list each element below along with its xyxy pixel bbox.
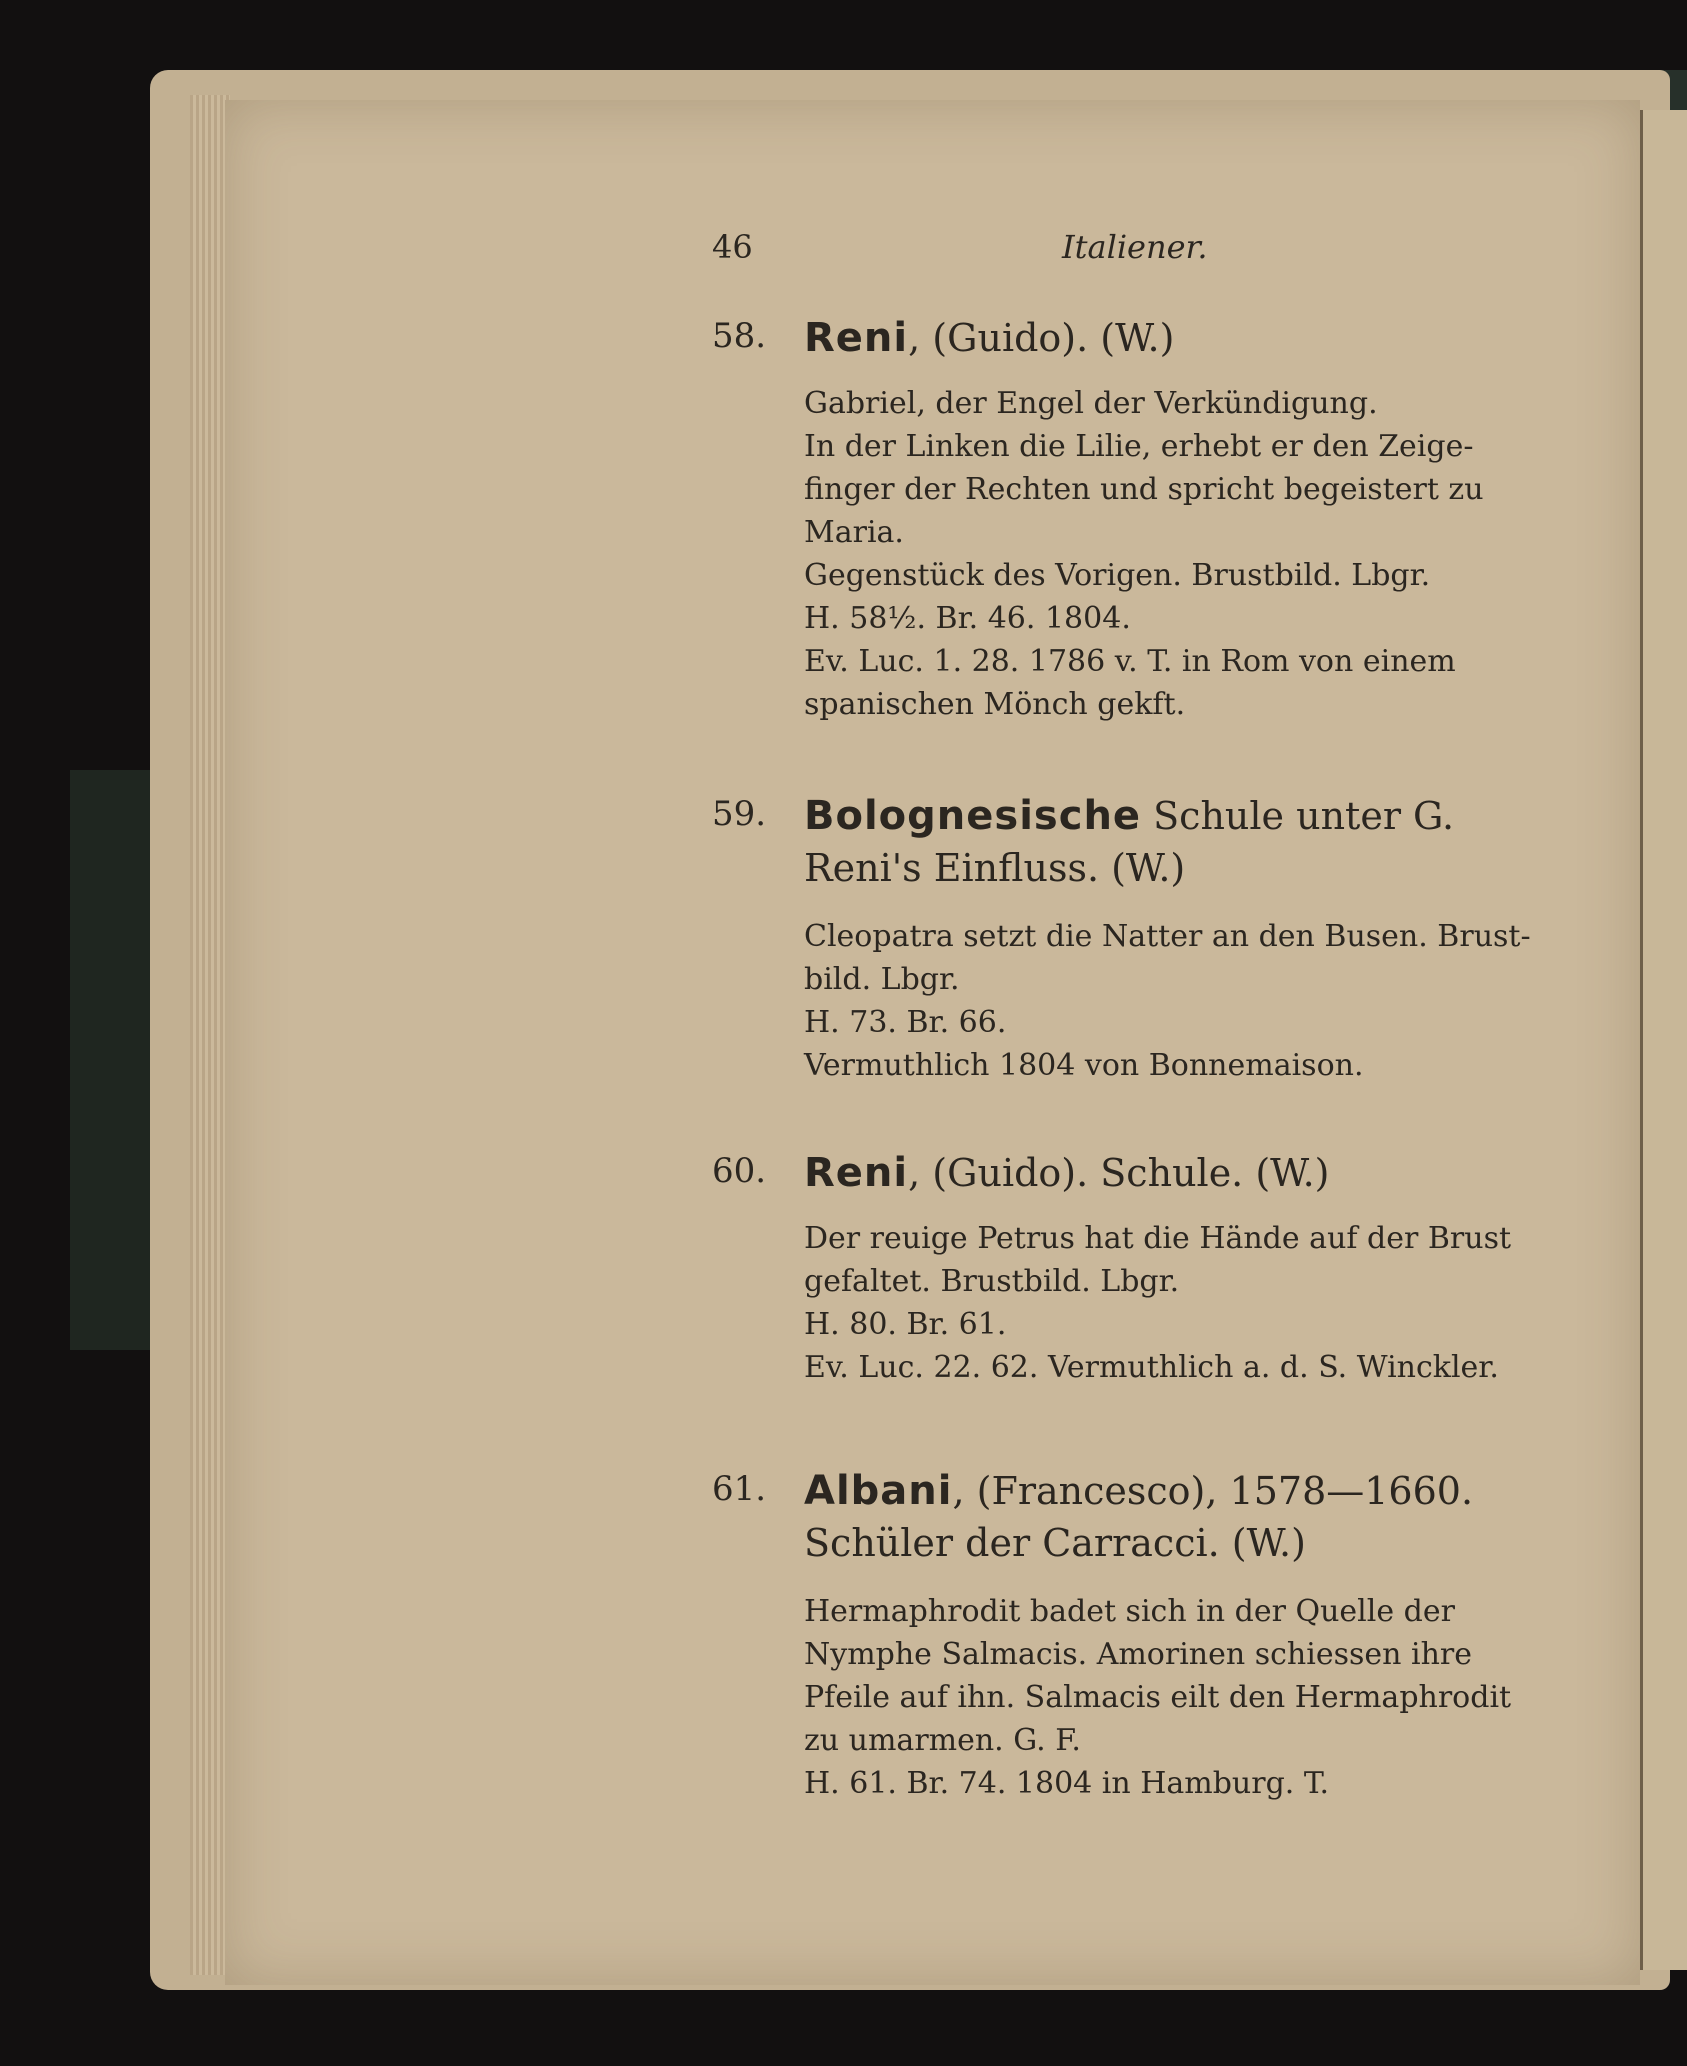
book-cover-edge: [70, 770, 150, 1350]
page-stack-edges: [190, 95, 230, 1975]
artist-name: Reni: [804, 1150, 909, 1196]
desc-line: Cleopatra setzt die Natter an den Busen. Brust-: [804, 919, 1531, 954]
entry-number: 61.: [712, 1469, 767, 1509]
heading-rest: , (Francesco), 1578—1660.: [952, 1469, 1474, 1513]
entry-description: [804, 1590, 1574, 1805]
artist-name: Albani: [804, 1468, 953, 1514]
heading-rest: , (Guido). (W.): [908, 316, 1175, 360]
desc-line: H. 58½. Br. 46. 1804.: [804, 601, 1131, 636]
entry-description: [804, 915, 1574, 1087]
desc-line: In der Linken die Lilie, erhebt er den Zeige-: [804, 429, 1474, 464]
desc-line: Pfeile auf ihn. Salmacis eilt den Hermaphrodit: [804, 1680, 1512, 1715]
entry-heading-line-2: Schüler der Carracci. (W.): [804, 1521, 1306, 1565]
desc-line: Ev. Luc. 1. 28. 1786 v. T. in Rom von einem: [804, 644, 1456, 679]
desc-line: Gabriel, der Engel der Verkündigung.: [804, 386, 1378, 421]
artist-name: Bolognesische: [804, 793, 1142, 839]
entry-number: 58.: [712, 316, 767, 356]
heading-rest: , (Guido). Schule. (W.): [908, 1151, 1330, 1195]
entry-heading-line-2: Reni's Einfluss. (W.): [804, 846, 1186, 890]
desc-line: Ev. Luc. 22. 62. Vermuthlich a. d. S. Winckler.: [804, 1350, 1499, 1385]
entry-heading: [804, 1147, 1564, 1199]
artist-name: Reni: [804, 315, 909, 361]
heading-rest: Schule unter G.: [1141, 794, 1455, 838]
facing-page: [1640, 110, 1687, 1970]
desc-line: Maria.: [804, 515, 904, 550]
desc-line: finger der Rechten und spricht begeistert zu: [804, 472, 1484, 507]
desc-line: Hermaphrodit badet sich in der Quelle der: [804, 1594, 1455, 1629]
desc-line: bild. Lbgr.: [804, 962, 960, 997]
desc-line: zu umarmen. G. F.: [804, 1723, 1081, 1758]
running-title: Italiener.: [1062, 228, 1208, 266]
entry-heading: [804, 1465, 1564, 1517]
desc-line: H. 61. Br. 74. 1804 in Hamburg. T.: [804, 1766, 1329, 1801]
desc-line: Der reuige Petrus hat die Hände auf der Brust: [804, 1221, 1512, 1256]
entry-number: 59.: [712, 794, 767, 834]
entry-heading: [804, 312, 1564, 364]
entry-number: 60.: [712, 1151, 767, 1191]
desc-line: H. 80. Br. 61.: [804, 1307, 1007, 1342]
desc-line: Nymphe Salmacis. Amorinen schiessen ihre: [804, 1637, 1473, 1672]
entry-description: [804, 1217, 1574, 1389]
entry-heading: [804, 790, 1564, 842]
desc-line: Gegenstück des Vorigen. Brustbild. Lbgr.: [804, 558, 1431, 593]
desc-line: gefaltet. Brustbild. Lbgr.: [804, 1264, 1180, 1299]
desc-line: spanischen Mönch gekft.: [804, 687, 1186, 722]
page-number: 46: [712, 228, 753, 266]
entry-description: [804, 382, 1574, 726]
page-header: [712, 228, 1232, 268]
desc-line: H. 73. Br. 66.: [804, 1005, 1007, 1040]
desc-line: Vermuthlich 1804 von Bonnemaison.: [804, 1048, 1364, 1083]
